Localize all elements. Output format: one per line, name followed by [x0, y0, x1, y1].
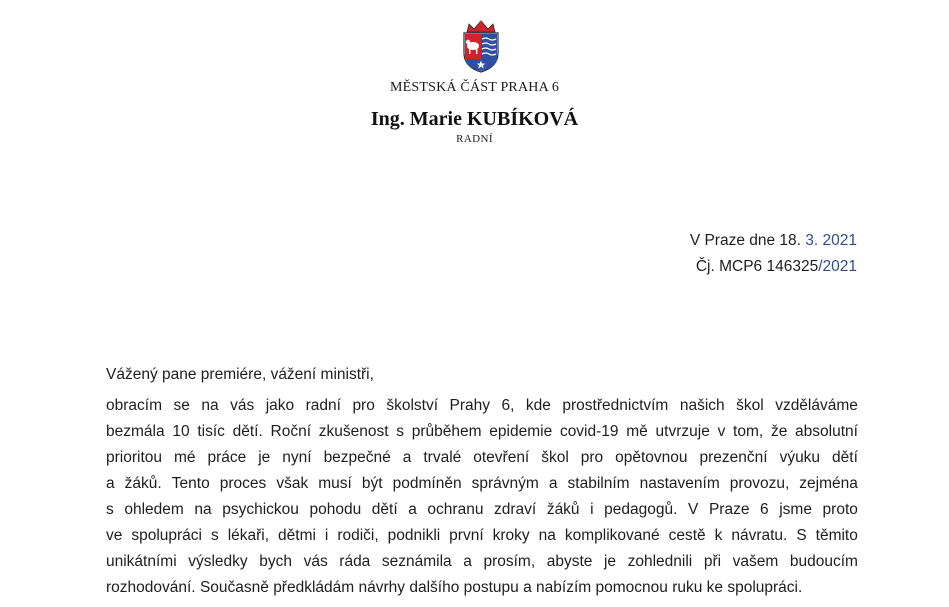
office-name: MĚSTSKÁ ČÁST PRAHA 6	[389, 80, 560, 95]
body-line	[106, 393, 858, 419]
body-word: S	[796, 527, 807, 544]
body-word: i	[324, 527, 329, 544]
signatory-role: RADNÍ	[456, 133, 493, 145]
body-word: návratu.	[731, 527, 788, 544]
body-word: s	[396, 423, 405, 440]
body-word: na	[194, 501, 212, 518]
body-word: vašem	[732, 553, 779, 570]
letter-body	[106, 393, 858, 601]
body-word: však	[276, 475, 309, 492]
body-word: ruku	[672, 579, 707, 596]
body-word: budoucím	[789, 553, 858, 570]
body-word: Tento	[171, 475, 210, 492]
body-word: ráda	[339, 553, 371, 570]
body-word: při	[703, 553, 722, 570]
body-word: rodiči,	[337, 527, 379, 544]
body-word: ohledem	[124, 501, 184, 518]
body-word: pro	[352, 397, 375, 414]
body-word: spolupráci.	[727, 579, 803, 596]
body-word: podnikli	[387, 527, 441, 544]
body-word: Prahy	[449, 397, 490, 414]
body-word: proto	[822, 501, 858, 518]
body-word: opětovnou	[615, 449, 688, 466]
body-word: 6,	[501, 397, 515, 414]
body-word: a	[463, 553, 472, 570]
body-word: komplikované	[564, 527, 660, 544]
body-word: lékaři,	[227, 527, 270, 544]
body-word: jako	[265, 397, 295, 414]
body-word: pedagogů.	[604, 501, 678, 518]
body-word: návrhy	[358, 579, 410, 596]
body-line	[106, 497, 858, 523]
salutation: Vážený pane premiére, vážení ministři,	[106, 366, 374, 383]
body-word: ochranu	[427, 501, 484, 518]
body-word: vás	[230, 397, 255, 414]
body-word: pro	[580, 449, 604, 466]
date-ink: 3. 2021	[805, 232, 857, 249]
body-word: utvrzuje	[655, 423, 710, 440]
reference-number: Čj. MCP6 146325/2021	[695, 258, 857, 275]
body-word: covid-19	[559, 423, 619, 440]
body-line	[106, 419, 858, 445]
body-word: a	[408, 501, 417, 518]
body-word: první	[449, 527, 484, 544]
body-word: výuku	[779, 449, 821, 466]
body-word: těmito	[815, 527, 858, 544]
ref-ink: /2021	[818, 258, 857, 275]
body-word: absolutní	[795, 423, 858, 440]
prague6-coat-of-arms-icon	[461, 19, 501, 73]
body-word: pomocnou	[595, 579, 673, 596]
body-word: vzděláváme	[775, 397, 858, 414]
body-word: musí	[318, 475, 352, 492]
body-word: je	[603, 553, 617, 570]
body-word: k	[714, 527, 723, 544]
body-word: dětí.	[232, 423, 263, 440]
body-word: kde	[525, 397, 551, 414]
body-line	[106, 549, 858, 575]
body-word: školství	[386, 397, 439, 414]
body-word: epidemie	[489, 423, 553, 440]
body-word: vás	[303, 553, 328, 570]
body-word: cestě	[668, 527, 706, 544]
body-word: mě	[626, 423, 648, 440]
body-word: tisíc	[197, 423, 225, 440]
body-word: správným	[471, 475, 539, 492]
body-word: spolupráci	[131, 527, 202, 544]
body-word: žáků	[546, 501, 580, 518]
body-line	[106, 575, 858, 601]
body-word: podmíněn	[392, 475, 462, 492]
body-word: jsme	[779, 501, 812, 518]
body-word: tom,	[733, 423, 764, 440]
body-word: prosím,	[483, 553, 536, 570]
body-word: prioritou	[106, 449, 162, 466]
body-word: dalšího	[409, 579, 464, 596]
body-word: pohodu	[309, 501, 362, 518]
body-word: a	[402, 449, 412, 466]
body-word: stabilním	[567, 475, 630, 492]
body-word: abyste	[546, 553, 593, 570]
body-word: trvalé	[423, 449, 462, 466]
signatory-name: Ing. Marie KUBÍKOVÁ	[370, 108, 579, 130]
body-word: ke	[706, 579, 728, 596]
body-word: seznámila	[381, 553, 452, 570]
body-word: průběhem	[411, 423, 482, 440]
body-word: s	[106, 501, 114, 518]
body-word: bezmála	[106, 423, 165, 440]
body-word: na	[538, 527, 556, 544]
body-word: a	[523, 579, 537, 596]
body-word: Roční	[270, 423, 312, 440]
body-word: i	[590, 501, 594, 518]
body-word: V	[688, 501, 699, 518]
body-word: postupu	[463, 579, 524, 596]
body-word: našich	[679, 397, 725, 414]
body-word: otevření	[473, 449, 530, 466]
body-word: zdraví	[494, 501, 537, 518]
body-word: Praze	[708, 501, 750, 518]
body-line	[106, 523, 858, 549]
body-word: psychickou	[222, 501, 299, 518]
body-word: v	[717, 423, 726, 440]
body-word: žáků.	[124, 475, 162, 492]
body-word: dětí	[371, 501, 398, 518]
body-word: rozhodování.	[106, 579, 200, 596]
body-word: proces	[219, 475, 267, 492]
body-word: výsledky	[188, 553, 248, 570]
body-word: prezenční	[699, 449, 768, 466]
body-word: být	[361, 475, 383, 492]
body-word: obracím	[106, 397, 162, 414]
body-word: nastavením	[639, 475, 720, 492]
body-word: škol	[541, 449, 569, 466]
body-word: provozu,	[729, 475, 790, 492]
body-word: bezpečné	[323, 449, 391, 466]
body-word: unikátními	[106, 553, 177, 570]
body-word: zohlednili	[627, 553, 693, 570]
body-word: zkušenost	[318, 423, 389, 440]
body-line	[106, 471, 858, 497]
body-word: a	[548, 475, 558, 492]
body-word: a	[106, 475, 115, 492]
body-word: bych	[259, 553, 292, 570]
body-word: nyní	[282, 449, 312, 466]
body-word: předkládám	[273, 579, 359, 596]
body-word: se	[173, 397, 190, 414]
body-word: škol	[736, 397, 764, 414]
body-word: dětmi	[278, 527, 316, 544]
body-word: nabízím	[536, 579, 596, 596]
body-word: že	[770, 423, 788, 440]
body-word: je	[258, 449, 271, 466]
body-word: kroky	[492, 527, 530, 544]
body-word: dětí	[832, 449, 858, 466]
body-word: radní	[305, 397, 341, 414]
body-line	[106, 445, 858, 471]
body-word: 10	[172, 423, 190, 440]
body-word: mé	[173, 449, 196, 466]
body-word: 6	[760, 501, 769, 518]
body-word: prostřednictvím	[562, 397, 669, 414]
body-word: zejména	[799, 475, 858, 492]
body-word: s	[210, 527, 219, 544]
body-word: Současně	[199, 579, 274, 596]
body-word: na	[201, 397, 219, 414]
letter-date: V Praze dne 18. 3. 2021	[689, 232, 857, 249]
body-word: práce	[207, 449, 247, 466]
body-word: ve	[106, 527, 123, 544]
